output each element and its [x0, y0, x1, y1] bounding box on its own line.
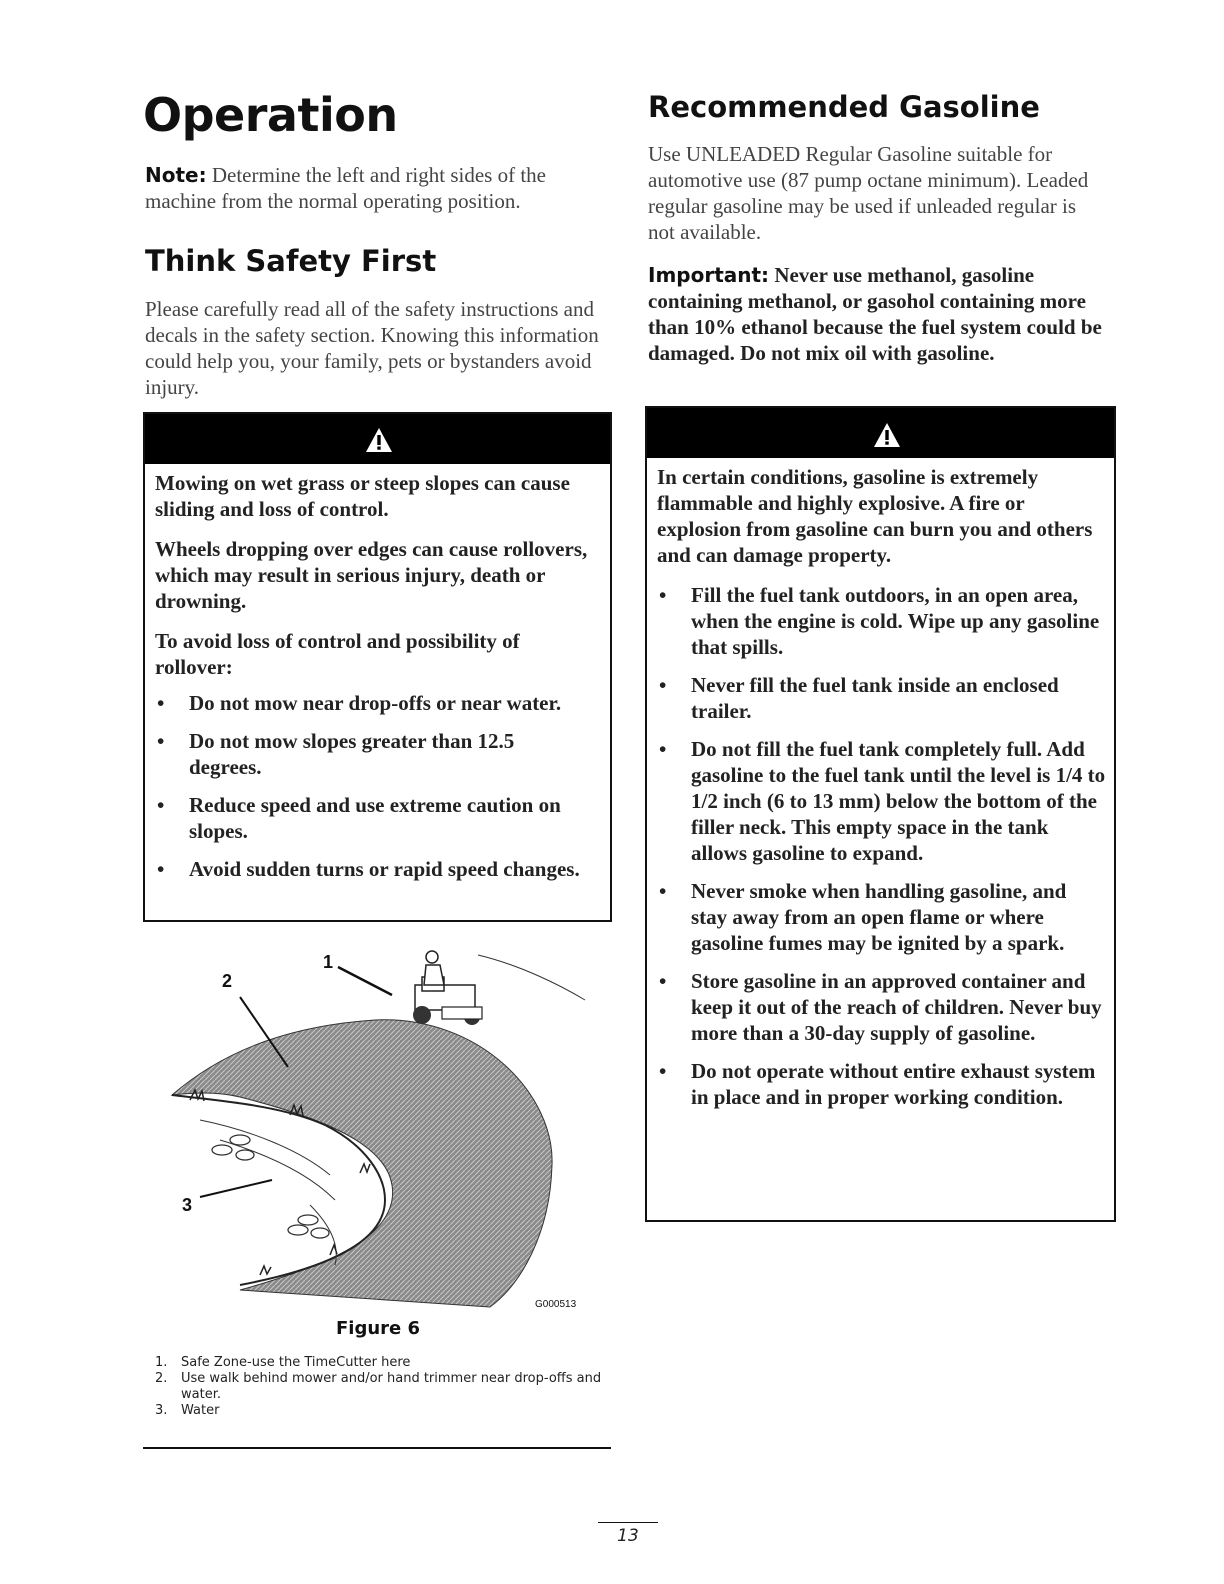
figure-legend: [145, 1355, 615, 1419]
warning-bullet: • Store gasoline in an approved container and keep it out of the reach of children. Never buy more than a 30-day supply of gasoline.: [659, 969, 1102, 1045]
warning-paragraph: In certain conditions, gasoline is extremely flammable and highly explosive. A fire or explosion from gasoline can burn you and others and can damage property.: [657, 465, 1093, 567]
warning-header-bar: [145, 414, 610, 464]
warning-bullet: • Do not fill the fuel tank completely full. Add gasoline to the fuel tank until the level is 1/4 to 1/2 inch (6 to 13 mm) below the bottom of the filler neck. This empty space in the tank allows gasoline to expand.: [659, 737, 1106, 865]
warning-paragraph: Mowing on wet grass or steep slopes can cause sliding and loss of control.: [155, 471, 570, 521]
callout-1: 1: [323, 952, 334, 972]
warning-bullet: • Do not mow near drop-offs or near water.: [157, 691, 562, 715]
figure-slope-illustration: [160, 935, 600, 1315]
warning-bullet: • Fill the fuel tank outdoors, in an open area, when the engine is cold. Wipe up any gasoline that spills.: [659, 583, 1100, 659]
warning-bullet-list: [657, 582, 1106, 1110]
callout-line-3: [200, 1180, 272, 1197]
warning-body: [647, 458, 1114, 1110]
safety-intro: Please carefully read all of the safety instructions and decals in the safety section. Knowing this information could help you, your family, pets or bystanders avoid injury.: [145, 297, 599, 399]
callout-line-1: [338, 967, 392, 995]
callout-2: 2: [222, 971, 233, 991]
important-label: Important:: [648, 263, 770, 287]
warning-bullet: • Never fill the fuel tank inside an enclosed trailer.: [659, 673, 1059, 723]
page-title: Operation: [143, 88, 398, 142]
page-number: 13: [617, 1526, 639, 1546]
warning-bullet: • Do not mow slopes greater than 12.5 degrees.: [157, 729, 515, 779]
section-title-gasoline: Recommended Gasoline: [648, 90, 1040, 124]
warning-header-bar: [647, 408, 1114, 458]
note: [145, 162, 605, 214]
page-number-rule: [598, 1522, 658, 1523]
callout-3: 3: [182, 1195, 193, 1215]
warning-triangle-icon: [873, 422, 901, 448]
legend-item: 3. Water: [155, 1403, 220, 1418]
water-stones: [212, 1135, 329, 1238]
warning-paragraph: To avoid loss of control and possibility of rollover:: [155, 629, 520, 679]
warning-bullet-list: [155, 690, 602, 882]
figure-divider: [143, 1447, 611, 1449]
important-text: Never use methanol, gasoline containing methanol, or gasohol containing more than 10% ethanol because the fuel system could be damaged. Do not mix oil with gasoline.: [648, 263, 1102, 365]
gasoline-intro: Use UNLEADED Regular Gasoline suitable for automotive use (87 pump octane minimum). Leaded regular gasoline may be used if unleaded regular is not available.: [648, 142, 1089, 244]
warning-box-slopes: [143, 412, 612, 922]
warning-bullet: • Reduce speed and use extreme caution on slopes.: [157, 793, 561, 843]
warning-bullet: • Do not operate without entire exhaust system in place and in proper working condition.: [659, 1059, 1096, 1109]
note-text: Determine the left and right sides of the machine from the normal operating position.: [145, 163, 547, 213]
legend-item: 1. Safe Zone-use the TimeCutter here: [155, 1355, 411, 1370]
warning-paragraph: Wheels dropping over edges can cause rollovers, which may result in serious injury, death or drowning.: [155, 537, 588, 613]
figure-code: G000513: [535, 1299, 577, 1310]
warning-body: [145, 464, 610, 882]
section-title-safety: Think Safety First: [145, 244, 437, 278]
warning-box-gasoline: [645, 406, 1116, 1222]
safe-zone-area: [172, 1020, 552, 1307]
important-note: [648, 262, 1108, 366]
warning-bullet: • Never smoke when handling gasoline, and stay away from an open flame or where gasoline fumes may be ignited by a spark.: [659, 879, 1067, 955]
legend-item: 2. Use walk behind mower and/or hand trimmer near drop-offs and water.: [155, 1371, 602, 1402]
note-label: Note:: [145, 163, 207, 187]
figure-title: Figure 6: [336, 1318, 421, 1339]
mower-rider-icon: [413, 951, 482, 1025]
warning-triangle-icon: [365, 427, 393, 453]
warning-bullet: • Avoid sudden turns or rapid speed changes.: [157, 857, 580, 881]
